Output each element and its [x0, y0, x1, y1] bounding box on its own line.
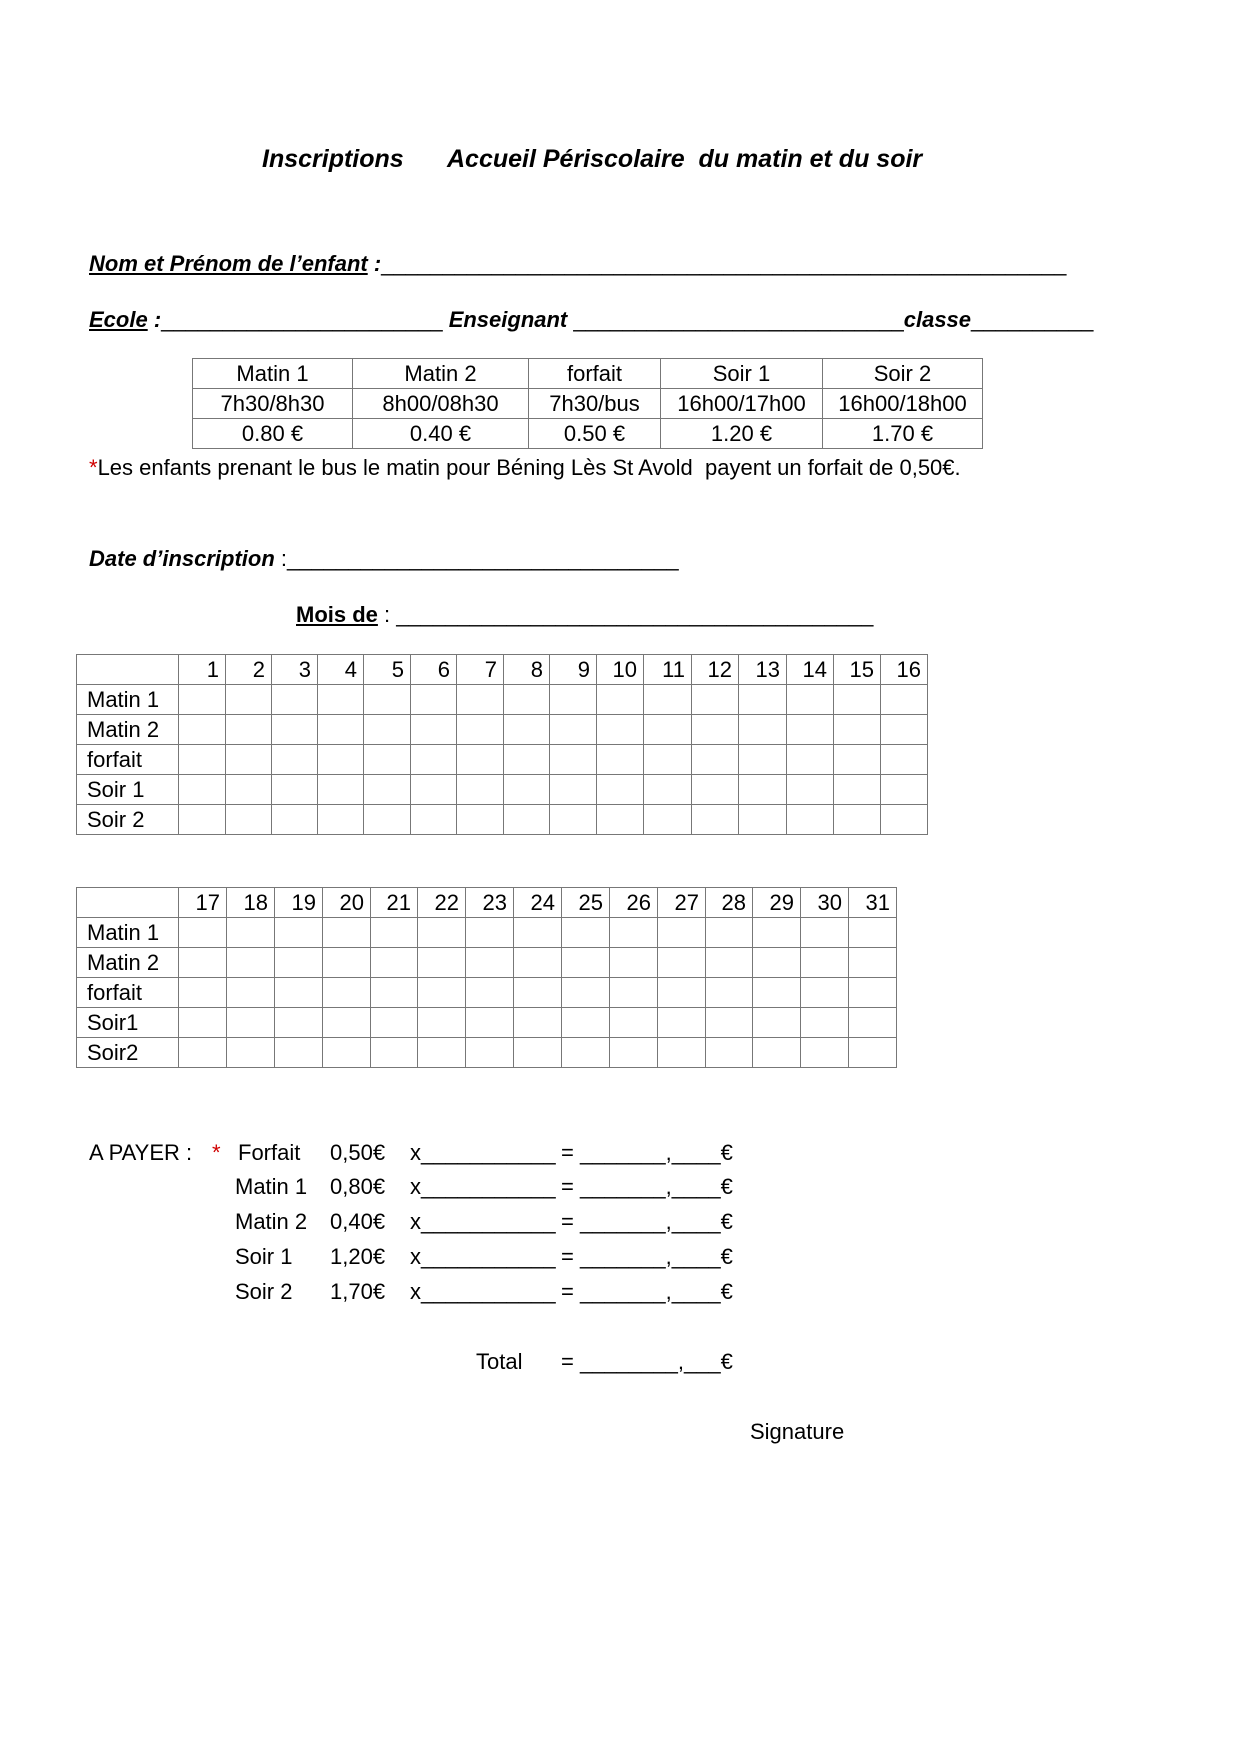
- service-label: Soir1: [77, 1008, 179, 1038]
- day-checkbox-cell[interactable]: [364, 745, 411, 775]
- day-number: 12: [692, 655, 739, 685]
- day-checkbox-cell[interactable]: [658, 918, 706, 948]
- days-table-1: [76, 654, 928, 835]
- payment-quantity-field[interactable]: x___________: [410, 1140, 556, 1165]
- price-time-row: [193, 389, 983, 419]
- payment-unit-price: 0,80€: [330, 1174, 386, 1199]
- day-checkbox-cell[interactable]: [179, 978, 227, 1008]
- day-checkbox-cell[interactable]: [371, 1038, 418, 1068]
- day-number: 1: [179, 655, 226, 685]
- day-checkbox-cell[interactable]: [562, 948, 610, 978]
- day-number: 17: [179, 888, 227, 918]
- day-checkbox-cell[interactable]: [275, 1008, 323, 1038]
- day-checkbox-cell[interactable]: [753, 918, 801, 948]
- day-checkbox-cell[interactable]: [227, 1008, 275, 1038]
- price-value-row: [193, 419, 983, 449]
- day-checkbox-cell[interactable]: [834, 775, 881, 805]
- day-checkbox-cell[interactable]: [610, 948, 658, 978]
- day-number: 27: [658, 888, 706, 918]
- day-checkbox-cell[interactable]: [318, 775, 364, 805]
- service-row: [77, 1008, 897, 1038]
- day-checkbox-cell[interactable]: [881, 715, 928, 745]
- price-header-cell: Soir 2: [823, 359, 983, 389]
- day-checkbox-cell[interactable]: [179, 775, 226, 805]
- day-checkbox-cell[interactable]: [179, 1008, 227, 1038]
- day-checkbox-cell[interactable]: [179, 715, 226, 745]
- day-number: 2: [226, 655, 272, 685]
- day-checkbox-cell[interactable]: [849, 948, 897, 978]
- service-row: [77, 918, 897, 948]
- day-number: 29: [753, 888, 801, 918]
- day-number: 18: [227, 888, 275, 918]
- day-checkbox-cell[interactable]: [610, 978, 658, 1008]
- day-checkbox-cell[interactable]: [418, 1008, 466, 1038]
- day-number: 10: [597, 655, 644, 685]
- service-row: [77, 1038, 897, 1068]
- day-checkbox-cell[interactable]: [371, 948, 418, 978]
- payment-unit-price: 0,50€: [330, 1140, 386, 1165]
- day-number: 8: [504, 655, 550, 685]
- day-checkbox-cell[interactable]: [849, 918, 897, 948]
- day-checkbox-cell[interactable]: [562, 978, 610, 1008]
- day-checkbox-cell[interactable]: [562, 1008, 610, 1038]
- day-checkbox-cell[interactable]: [364, 805, 411, 835]
- payment-subtotal-field[interactable]: = _______,____€: [561, 1244, 733, 1269]
- month-label: Mois de: [296, 602, 378, 627]
- day-checkbox-cell[interactable]: [610, 1008, 658, 1038]
- day-checkbox-cell[interactable]: [881, 775, 928, 805]
- day-checkbox-cell[interactable]: [658, 1008, 706, 1038]
- day-checkbox-cell[interactable]: [323, 918, 371, 948]
- title-main: Accueil Périscolaire du matin et du soir: [447, 145, 923, 173]
- day-checkbox-cell[interactable]: [706, 948, 753, 978]
- day-number: 15: [834, 655, 881, 685]
- service-row: [77, 745, 928, 775]
- day-checkbox-cell[interactable]: [318, 805, 364, 835]
- day-checkbox-cell[interactable]: [318, 685, 364, 715]
- day-checkbox-cell[interactable]: [418, 1038, 466, 1068]
- day-checkbox-cell[interactable]: [550, 775, 597, 805]
- day-number: 7: [457, 655, 504, 685]
- class-field[interactable]: __________: [971, 307, 1094, 332]
- day-checkbox-cell[interactable]: [179, 805, 226, 835]
- day-header-row: [77, 655, 928, 685]
- payment-item-label: Forfait: [238, 1140, 301, 1165]
- day-checkbox-cell[interactable]: [692, 715, 739, 745]
- day-checkbox-cell[interactable]: [787, 805, 834, 835]
- day-checkbox-cell[interactable]: [364, 775, 411, 805]
- total-field[interactable]: = ________,___€: [561, 1349, 733, 1374]
- day-checkbox-cell[interactable]: [275, 978, 323, 1008]
- day-checkbox-cell[interactable]: [323, 948, 371, 978]
- day-checkbox-cell[interactable]: [550, 745, 597, 775]
- price-time-cell: 16h00/18h00: [823, 389, 983, 419]
- day-checkbox-cell[interactable]: [226, 715, 272, 745]
- day-number: 6: [411, 655, 457, 685]
- registration-date-row: [89, 546, 679, 572]
- price-value-cell: 1.70 €: [823, 419, 983, 449]
- service-row: [77, 948, 897, 978]
- day-checkbox-cell[interactable]: [849, 1008, 897, 1038]
- day-checkbox-cell[interactable]: [514, 948, 562, 978]
- day-checkbox-cell[interactable]: [692, 685, 739, 715]
- payment-subtotal-field[interactable]: = _______,____€: [561, 1140, 733, 1165]
- payment-unit-price: 0,40€: [330, 1209, 386, 1234]
- bus-note: [89, 455, 961, 481]
- day-checkbox-cell[interactable]: [644, 745, 692, 775]
- day-number: 9: [550, 655, 597, 685]
- day-checkbox-cell[interactable]: [739, 715, 787, 745]
- payment-subtotal-field[interactable]: = _______,____€: [561, 1174, 733, 1199]
- note-asterisk: *: [89, 455, 98, 480]
- day-checkbox-cell[interactable]: [692, 745, 739, 775]
- month-field[interactable]: : _______________________________________: [377, 602, 874, 627]
- day-checkbox-cell[interactable]: [364, 715, 411, 745]
- day-checkbox-cell[interactable]: [504, 685, 550, 715]
- day-checkbox-cell[interactable]: [418, 918, 466, 948]
- payment-quantity-field[interactable]: x___________: [410, 1279, 556, 1304]
- day-checkbox-cell[interactable]: [692, 775, 739, 805]
- day-checkbox-cell[interactable]: [226, 775, 272, 805]
- day-checkbox-cell[interactable]: [644, 715, 692, 745]
- day-checkbox-cell[interactable]: [597, 715, 644, 745]
- payment-quantity-field[interactable]: x___________: [410, 1209, 556, 1234]
- price-value-cell: 0.80 €: [193, 419, 353, 449]
- title-inscriptions: Inscriptions: [262, 145, 404, 173]
- payment-item-label: Matin 2: [235, 1209, 308, 1234]
- day-checkbox-cell[interactable]: [739, 745, 787, 775]
- day-checkbox-cell[interactable]: [597, 745, 644, 775]
- total-label: Total: [476, 1349, 523, 1374]
- service-label: Matin 1: [77, 685, 179, 715]
- service-row: [77, 978, 897, 1008]
- payment-subtotal-field[interactable]: = _______,____€: [561, 1279, 733, 1304]
- day-checkbox-cell[interactable]: [706, 1038, 753, 1068]
- day-checkbox-cell[interactable]: [753, 1038, 801, 1068]
- day-checkbox-cell[interactable]: [753, 1008, 801, 1038]
- day-checkbox-cell[interactable]: [550, 715, 597, 745]
- day-checkbox-cell[interactable]: [550, 805, 597, 835]
- child-name-row: [89, 251, 1066, 277]
- day-checkbox-cell[interactable]: [514, 978, 562, 1008]
- day-number: 25: [562, 888, 610, 918]
- day-checkbox-cell[interactable]: [644, 805, 692, 835]
- school-field[interactable]: _______________________: [161, 307, 443, 332]
- day-checkbox-cell[interactable]: [179, 745, 226, 775]
- day-checkbox-cell[interactable]: [272, 715, 318, 745]
- day-checkbox-cell[interactable]: [466, 948, 514, 978]
- day-checkbox-cell[interactable]: [226, 805, 272, 835]
- day-checkbox-cell[interactable]: [272, 685, 318, 715]
- payment-unit-price: 1,20€: [330, 1244, 386, 1269]
- day-checkbox-cell[interactable]: [514, 1038, 562, 1068]
- day-checkbox-cell[interactable]: [179, 948, 227, 978]
- day-number: 22: [418, 888, 466, 918]
- day-number: 23: [466, 888, 514, 918]
- day-checkbox-cell[interactable]: [226, 685, 272, 715]
- day-checkbox-cell[interactable]: [562, 918, 610, 948]
- day-checkbox-cell[interactable]: [466, 978, 514, 1008]
- day-checkbox-cell[interactable]: [801, 1038, 849, 1068]
- day-checkbox-cell[interactable]: [881, 685, 928, 715]
- class-label: classe: [903, 307, 972, 332]
- day-checkbox-cell[interactable]: [466, 1038, 514, 1068]
- school-colon: :: [147, 307, 162, 332]
- day-checkbox-cell[interactable]: [411, 685, 457, 715]
- day-checkbox-cell[interactable]: [610, 1038, 658, 1068]
- price-time-cell: 16h00/17h00: [661, 389, 823, 419]
- day-number: 5: [364, 655, 411, 685]
- day-checkbox-cell[interactable]: [272, 745, 318, 775]
- day-checkbox-cell[interactable]: [227, 1038, 275, 1068]
- day-number: 16: [881, 655, 928, 685]
- day-checkbox-cell[interactable]: [323, 978, 371, 1008]
- corner-cell: [77, 888, 179, 918]
- day-number: 19: [275, 888, 323, 918]
- payment-quantity-field[interactable]: x___________: [410, 1174, 556, 1199]
- note-text: Les enfants prenant le bus le matin pour Béning Lès St Avold payent un forfait de 0,50€.: [97, 455, 961, 480]
- day-checkbox-cell[interactable]: [597, 685, 644, 715]
- day-checkbox-cell[interactable]: [318, 745, 364, 775]
- day-number: 13: [739, 655, 787, 685]
- payment-quantity-field[interactable]: x___________: [410, 1244, 556, 1269]
- day-checkbox-cell[interactable]: [457, 685, 504, 715]
- service-row: [77, 775, 928, 805]
- day-checkbox-cell[interactable]: [179, 1038, 227, 1068]
- registration-date-field[interactable]: :________________________________: [274, 546, 679, 571]
- day-checkbox-cell[interactable]: [466, 1008, 514, 1038]
- day-checkbox-cell[interactable]: [272, 775, 318, 805]
- day-checkbox-cell[interactable]: [597, 775, 644, 805]
- child-name-field[interactable]: ________________________________________________________: [381, 251, 1067, 276]
- signature-label: Signature: [750, 1419, 845, 1444]
- day-checkbox-cell[interactable]: [411, 715, 457, 745]
- day-checkbox-cell[interactable]: [739, 805, 787, 835]
- day-checkbox-cell[interactable]: [504, 745, 550, 775]
- day-checkbox-cell[interactable]: [323, 1038, 371, 1068]
- price-header-cell: Matin 2: [353, 359, 529, 389]
- day-checkbox-cell[interactable]: [504, 805, 550, 835]
- service-row: [77, 715, 928, 745]
- payment-item-label: Soir 2: [235, 1279, 293, 1304]
- day-checkbox-cell[interactable]: [849, 978, 897, 1008]
- school-label: Ecole: [89, 307, 148, 332]
- day-checkbox-cell[interactable]: [179, 685, 226, 715]
- day-checkbox-cell[interactable]: [504, 715, 550, 745]
- day-checkbox-cell[interactable]: [364, 685, 411, 715]
- day-checkbox-cell[interactable]: [457, 745, 504, 775]
- day-number: 24: [514, 888, 562, 918]
- day-checkbox-cell[interactable]: [457, 805, 504, 835]
- service-label: Soir 2: [77, 805, 179, 835]
- payment-label: A PAYER :: [89, 1140, 193, 1165]
- day-checkbox-cell[interactable]: [466, 918, 514, 948]
- service-label: Soir2: [77, 1038, 179, 1068]
- payment-unit-price: 1,70€: [330, 1279, 386, 1304]
- day-checkbox-cell[interactable]: [881, 745, 928, 775]
- day-checkbox-cell[interactable]: [739, 775, 787, 805]
- price-header-row: [193, 359, 983, 389]
- payment-item-label: Matin 1: [235, 1174, 308, 1199]
- day-checkbox-cell[interactable]: [514, 918, 562, 948]
- day-checkbox-cell[interactable]: [227, 918, 275, 948]
- day-checkbox-cell[interactable]: [801, 978, 849, 1008]
- day-checkbox-cell[interactable]: [801, 948, 849, 978]
- service-label: forfait: [77, 978, 179, 1008]
- day-checkbox-cell[interactable]: [323, 1008, 371, 1038]
- day-checkbox-cell[interactable]: [371, 978, 418, 1008]
- day-number: 30: [801, 888, 849, 918]
- price-header-cell: Soir 1: [661, 359, 823, 389]
- day-number: 20: [323, 888, 371, 918]
- day-checkbox-cell[interactable]: [371, 1008, 418, 1038]
- child-name-colon: :: [367, 251, 382, 276]
- service-label: Matin 2: [77, 715, 179, 745]
- child-name-label: Nom et Prénom de l’enfant: [89, 251, 368, 276]
- day-checkbox-cell[interactable]: [801, 1008, 849, 1038]
- day-checkbox-cell[interactable]: [644, 685, 692, 715]
- day-checkbox-cell[interactable]: [226, 745, 272, 775]
- day-number: 11: [644, 655, 692, 685]
- day-checkbox-cell[interactable]: [418, 978, 466, 1008]
- day-number: 28: [706, 888, 753, 918]
- day-checkbox-cell[interactable]: [411, 745, 457, 775]
- price-time-cell: 7h30/bus: [529, 389, 661, 419]
- payment-item-label: Soir 1: [235, 1244, 293, 1269]
- day-checkbox-cell[interactable]: [644, 775, 692, 805]
- service-row: [77, 685, 928, 715]
- day-checkbox-cell[interactable]: [411, 775, 457, 805]
- day-checkbox-cell[interactable]: [787, 715, 834, 745]
- price-value-cell: 1.20 €: [661, 419, 823, 449]
- day-checkbox-cell[interactable]: [418, 948, 466, 978]
- service-label: Matin 2: [77, 948, 179, 978]
- day-checkbox-cell[interactable]: [550, 685, 597, 715]
- teacher-label: Enseignant: [442, 307, 574, 332]
- day-number: 21: [371, 888, 418, 918]
- day-checkbox-cell[interactable]: [457, 775, 504, 805]
- day-checkbox-cell[interactable]: [834, 805, 881, 835]
- day-checkbox-cell[interactable]: [692, 805, 739, 835]
- school-row: [89, 307, 1093, 333]
- day-checkbox-cell[interactable]: [658, 1038, 706, 1068]
- day-checkbox-cell[interactable]: [562, 1038, 610, 1068]
- price-time-cell: 7h30/8h30: [193, 389, 353, 419]
- day-checkbox-cell[interactable]: [787, 685, 834, 715]
- day-number: 14: [787, 655, 834, 685]
- day-number: 31: [849, 888, 897, 918]
- day-checkbox-cell[interactable]: [457, 715, 504, 745]
- service-label: forfait: [77, 745, 179, 775]
- price-time-cell: 8h00/08h30: [353, 389, 529, 419]
- day-checkbox-cell[interactable]: [658, 978, 706, 1008]
- price-table: [192, 358, 983, 449]
- day-checkbox-cell[interactable]: [411, 805, 457, 835]
- day-number: 3: [272, 655, 318, 685]
- day-checkbox-cell[interactable]: [834, 685, 881, 715]
- day-checkbox-cell[interactable]: [801, 918, 849, 948]
- day-checkbox-cell[interactable]: [753, 978, 801, 1008]
- day-checkbox-cell[interactable]: [706, 978, 753, 1008]
- service-label: Soir 1: [77, 775, 179, 805]
- day-checkbox-cell[interactable]: [597, 805, 644, 835]
- payment-asterisk: *: [212, 1140, 221, 1165]
- price-value-cell: 0.40 €: [353, 419, 529, 449]
- day-checkbox-cell[interactable]: [881, 805, 928, 835]
- price-header-cell: Matin 1: [193, 359, 353, 389]
- day-checkbox-cell[interactable]: [318, 715, 364, 745]
- day-checkbox-cell[interactable]: [272, 805, 318, 835]
- teacher-field[interactable]: ___________________________: [573, 307, 904, 332]
- day-checkbox-cell[interactable]: [834, 715, 881, 745]
- day-checkbox-cell[interactable]: [834, 745, 881, 775]
- month-row: [296, 602, 873, 628]
- day-checkbox-cell[interactable]: [371, 918, 418, 948]
- day-checkbox-cell[interactable]: [275, 948, 323, 978]
- price-header-cell: forfait: [529, 359, 661, 389]
- day-checkbox-cell[interactable]: [504, 775, 550, 805]
- service-label: Matin 1: [77, 918, 179, 948]
- day-number: 26: [610, 888, 658, 918]
- day-checkbox-cell[interactable]: [179, 918, 227, 948]
- day-header-row: [77, 888, 897, 918]
- day-checkbox-cell[interactable]: [227, 978, 275, 1008]
- days-table-2: [76, 887, 897, 1068]
- day-checkbox-cell[interactable]: [658, 948, 706, 978]
- day-checkbox-cell[interactable]: [706, 918, 753, 948]
- service-row: [77, 805, 928, 835]
- day-checkbox-cell[interactable]: [275, 918, 323, 948]
- day-checkbox-cell[interactable]: [849, 1038, 897, 1068]
- day-checkbox-cell[interactable]: [514, 1008, 562, 1038]
- day-checkbox-cell[interactable]: [787, 775, 834, 805]
- payment-subtotal-field[interactable]: = _______,____€: [561, 1209, 733, 1234]
- day-checkbox-cell[interactable]: [227, 948, 275, 978]
- day-checkbox-cell[interactable]: [706, 1008, 753, 1038]
- corner-cell: [77, 655, 179, 685]
- day-checkbox-cell[interactable]: [739, 685, 787, 715]
- day-checkbox-cell[interactable]: [753, 948, 801, 978]
- registration-date-label: Date d’inscription: [89, 546, 275, 571]
- day-number: 4: [318, 655, 364, 685]
- price-value-cell: 0.50 €: [529, 419, 661, 449]
- day-checkbox-cell[interactable]: [275, 1038, 323, 1068]
- day-checkbox-cell[interactable]: [787, 745, 834, 775]
- day-checkbox-cell[interactable]: [610, 918, 658, 948]
